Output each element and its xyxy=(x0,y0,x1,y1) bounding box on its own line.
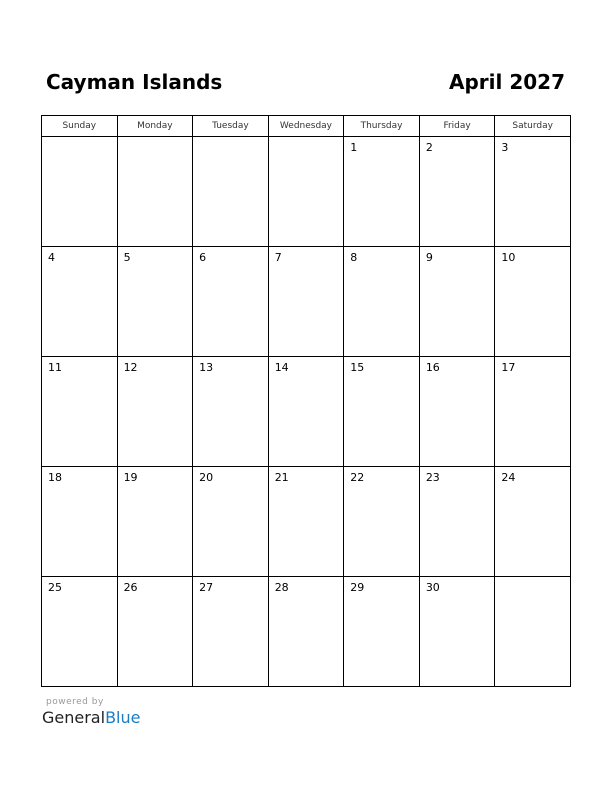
day-cell xyxy=(495,357,571,467)
day-number: 14 xyxy=(274,361,289,374)
day-number: 12 xyxy=(123,361,138,374)
brand-blue-text: Blue xyxy=(105,708,141,727)
day-cell xyxy=(268,467,344,577)
day-number: 26 xyxy=(123,581,138,594)
day-number: 2 xyxy=(425,141,433,154)
day-cell xyxy=(495,137,571,247)
day-number: 21 xyxy=(274,471,289,484)
day-cell xyxy=(344,577,420,687)
day-cell xyxy=(117,577,193,687)
day-cell xyxy=(344,357,420,467)
day-cell xyxy=(419,577,495,687)
day-number: 20 xyxy=(199,471,214,484)
day-number: 25 xyxy=(48,581,62,594)
weekday-tuesday: Tuesday xyxy=(193,116,269,137)
day-cell xyxy=(495,467,571,577)
day-cell xyxy=(117,467,193,577)
day-cell xyxy=(419,247,495,357)
calendar-grid xyxy=(41,115,571,687)
week-row xyxy=(42,577,571,687)
day-number: 22 xyxy=(350,471,365,484)
day-number: 23 xyxy=(425,471,440,484)
day-number: 28 xyxy=(274,581,289,594)
country-title: Cayman Islands xyxy=(46,70,223,94)
day-number: 19 xyxy=(123,471,138,484)
day-cell xyxy=(268,577,344,687)
day-cell xyxy=(117,357,193,467)
weekday-saturday: Saturday xyxy=(495,116,571,137)
weekday-monday: Monday xyxy=(117,116,193,137)
weekday-sunday: Sunday xyxy=(42,116,118,137)
generalblue-logo[interactable] xyxy=(42,708,140,727)
day-number xyxy=(118,137,193,142)
day-cell xyxy=(42,247,118,357)
day-number xyxy=(42,137,117,142)
day-number: 24 xyxy=(501,471,516,484)
day-cell xyxy=(117,137,193,247)
day-cell xyxy=(268,247,344,357)
day-number: 17 xyxy=(501,361,516,374)
day-number: 27 xyxy=(199,581,214,594)
day-number: 4 xyxy=(48,251,55,264)
weekday-wednesday: Wednesday xyxy=(268,116,344,137)
week-row xyxy=(42,357,571,467)
day-cell xyxy=(117,247,193,357)
day-cell xyxy=(419,137,495,247)
day-number: 13 xyxy=(199,361,214,374)
day-cell xyxy=(193,577,269,687)
day-number: 1 xyxy=(350,141,358,154)
day-cell xyxy=(344,137,420,247)
weekday-friday: Friday xyxy=(419,116,495,137)
day-cell xyxy=(193,247,269,357)
week-row xyxy=(42,137,571,247)
day-number: 16 xyxy=(425,361,440,374)
week-row xyxy=(42,467,571,577)
day-number: 3 xyxy=(501,141,509,154)
day-number: 10 xyxy=(501,251,516,264)
day-number: 6 xyxy=(199,251,207,264)
day-cell xyxy=(344,247,420,357)
day-number: 7 xyxy=(274,251,282,264)
day-cell xyxy=(193,467,269,577)
day-number: 5 xyxy=(123,251,131,264)
day-number: 11 xyxy=(48,361,62,374)
brand-general-text: General xyxy=(42,708,106,727)
day-cell xyxy=(193,137,269,247)
day-number: 18 xyxy=(48,471,62,484)
powered-by-label: powered by xyxy=(46,697,104,707)
day-cell xyxy=(495,247,571,357)
day-cell xyxy=(344,467,420,577)
day-number xyxy=(193,137,268,142)
day-cell xyxy=(268,357,344,467)
week-row xyxy=(42,247,571,357)
day-number: 15 xyxy=(350,361,365,374)
day-number xyxy=(269,137,344,142)
day-cell xyxy=(42,357,118,467)
weekday-header-row xyxy=(42,116,571,137)
day-cell xyxy=(42,577,118,687)
month-year-title: April 2027 xyxy=(449,70,565,94)
day-number: 8 xyxy=(350,251,358,264)
day-cell xyxy=(193,357,269,467)
weekday-thursday: Thursday xyxy=(344,116,420,137)
day-cell xyxy=(42,137,118,247)
day-number: 29 xyxy=(350,581,365,594)
day-number: 9 xyxy=(425,251,433,264)
day-cell xyxy=(495,577,571,687)
day-cell xyxy=(419,467,495,577)
day-cell xyxy=(419,357,495,467)
day-cell xyxy=(268,137,344,247)
day-number: 30 xyxy=(425,581,440,594)
day-cell xyxy=(42,467,118,577)
day-number xyxy=(495,577,570,582)
